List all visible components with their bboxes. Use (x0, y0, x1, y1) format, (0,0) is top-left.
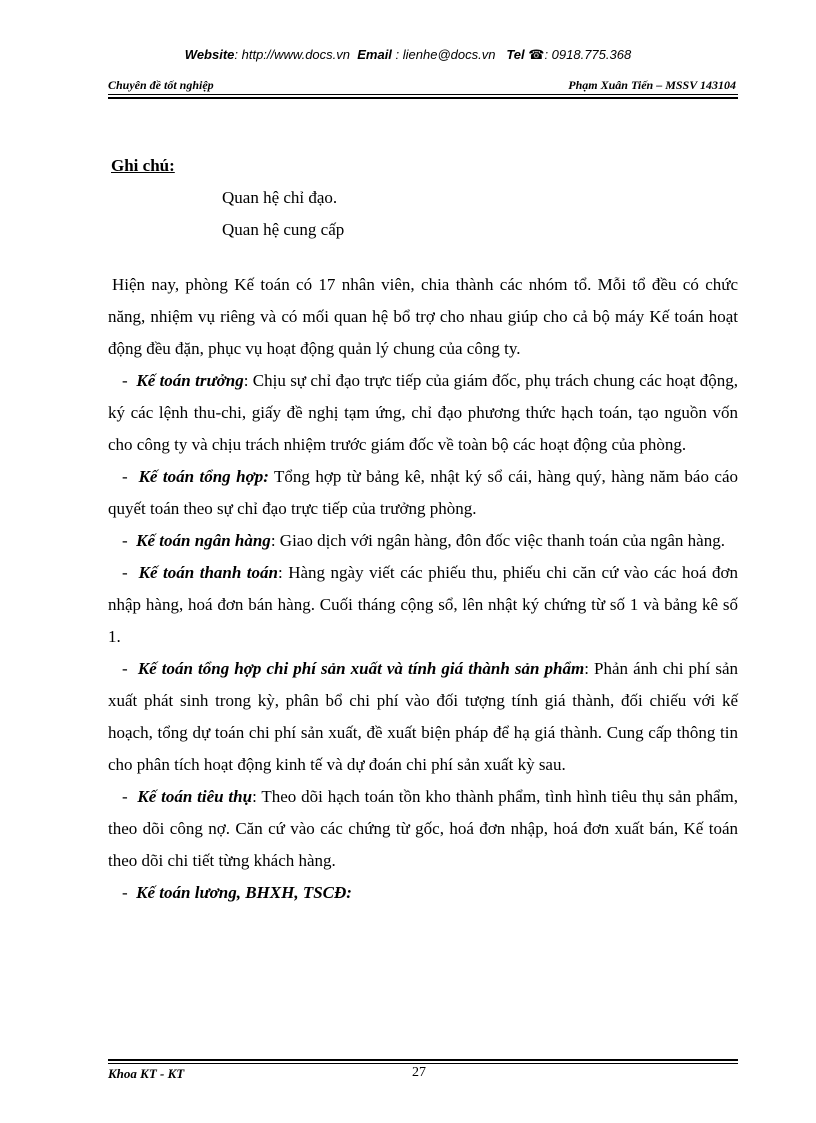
role-paragraph-payroll-accountant: - Kế toán lương, BHXH, TSCĐ: (122, 883, 352, 902)
role-term: Kế toán lương, BHXH, TSCĐ: (136, 883, 352, 902)
role-paragraph-bank-accountant: - Kế toán ngân hàng: Giao dịch với ngân hàng, đôn đốc việc thanh toán của ngân hàng. (122, 531, 725, 550)
footer-rule (108, 1063, 738, 1064)
note-section (108, 150, 738, 182)
email-label: Email (357, 47, 392, 62)
role-term: Kế toán trưởng (136, 371, 244, 390)
role-paragraph-sales-accountant: - Kế toán tiêu thụ: Theo dõi hạch toán tồn kho thành phẩm, tình hình tiêu thụ sản phẩm, theo dõi công nợ. Căn cứ vào các chứng từ gốc, hoá đơn nhập, hoá đơn xuất bán, Kế toán theo dõi chi tiết từng khách hàng. (108, 787, 738, 870)
header-rule (108, 94, 738, 95)
role-term: Kế toán tổng hợp: (138, 467, 269, 486)
role-paragraph-cost-accountant: - Kế toán tổng hợp chi phí sản xuất và tính giá thành sản phẩm: Phản ánh chi phí sản xuất phát sinh trong kỳ, phân bổ chi phí vào đối tượng tính giá thành, đối chiếu với kế hoạch, tổng dự toán chi phí sản xuất, đề xuất biện pháp để hạ giá thành. Cung cấp thông tin cho phân tích hoạt động kinh tế và dự đoán chi phí sản xuất kỳ sau. (108, 659, 739, 774)
footer-rule-thick (108, 1059, 738, 1061)
tel-label: Tel (506, 47, 525, 62)
page-number: 27 (412, 1065, 426, 1080)
website-label: Website (184, 47, 235, 62)
role-paragraph-payment-accountant: - Kế toán thanh toán: Hàng ngày viết các phiếu thu, phiếu chi căn cứ vào các hoá đơn nhập hàng, hoá đơn bán hàng. Cuối tháng cộng sổ, lên nhật ký chứng từ số 1 và bảng kê số 1. (108, 563, 739, 646)
role-paragraph-chief-accountant: - Kế toán trưởng: Chịu sự chỉ đạo trực tiếp của giám đốc, phụ trách chung các hoạt động, ký các lệnh thu-chi, giấy đề nghị tạm ứng, chỉ đạo phương thức hạch toán, tạo nguồn vốn cho công ty và chịu trách nhiệm trước giám đốc về toàn bộ các hoạt động của phòng. (108, 371, 738, 454)
role-term: Kế toán ngân hàng (136, 531, 271, 550)
header-right-text: Phạm Xuân Tiến – MSSV 143104 (568, 78, 736, 92)
note-item-supply: Quan hệ cung cấp (222, 220, 345, 239)
website-value: : http://www.docs.vn (234, 47, 350, 62)
role-term: Kế toán thanh toán (138, 563, 278, 582)
website-contact-line (0, 47, 816, 63)
document-header (108, 76, 738, 94)
header-rule-thick (108, 97, 738, 99)
header-left-text: Chuyên đề tốt nghiệp (108, 78, 214, 92)
role-term: Kế toán tổng hợp chi phí sản xuất và tính giá thành sản phẩm (137, 659, 585, 678)
note-item-direct: Quan hệ chỉ đạo. (222, 188, 338, 207)
role-term: Kế toán tiêu thụ (137, 787, 253, 806)
footer-faculty: Khoa KT - KT (108, 1066, 185, 1081)
email-value: : lienhe@docs.vn (395, 47, 496, 62)
note-label: Ghi chú: (111, 156, 175, 175)
role-paragraph-general-accountant: - Kế toán tổng hợp: Tổng hợp từ bảng kê, nhật ký sổ cái, hàng quý, hàng năm báo cáo quyết toán theo sự chỉ đạo trực tiếp của trưởng phòng. (108, 467, 739, 518)
intro-paragraph: Hiện nay, phòng Kế toán có 17 nhân viên, chia thành các nhóm tổ. Mỗi tổ đều có chức năng, nhiệm vụ riêng và có mối quan hệ bổ trợ cho nhau giúp cho cả bộ máy Kế toán hoạt động đều đặn, phục vụ hoạt động quản lý chung của công ty. (108, 275, 738, 358)
tel-value: ☎: 0918.775.368 (528, 47, 632, 62)
document-body (108, 150, 738, 909)
